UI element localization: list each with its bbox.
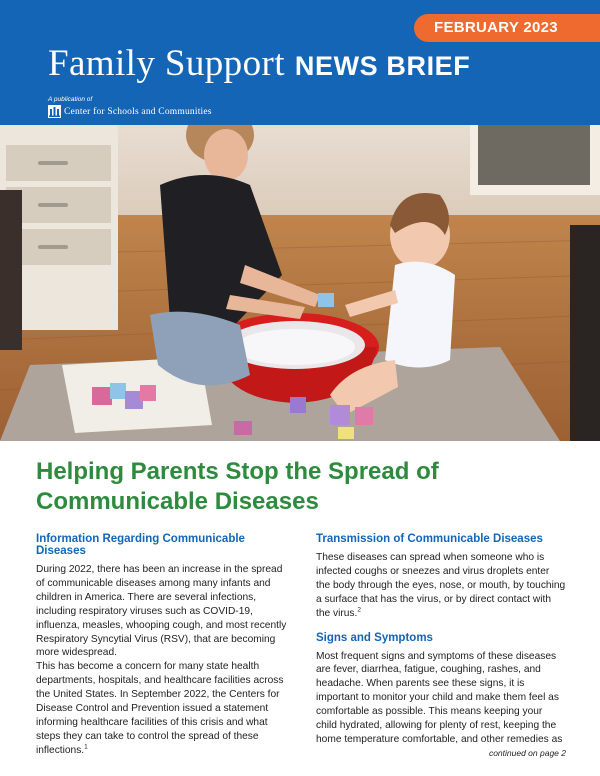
header-band — [0, 0, 600, 125]
org-row — [48, 105, 212, 118]
left-body-paragraph-1 — [36, 563, 288, 660]
right-column — [316, 533, 566, 747]
continued-link[interactable]: continued on page 2 — [488, 748, 566, 758]
footnote-2: 2 — [357, 606, 361, 614]
title-family-support: Family Support — [48, 43, 285, 84]
publication-credit — [48, 96, 212, 118]
date-tab: FEBRUARY 2023 — [414, 14, 600, 42]
left-column — [36, 533, 288, 758]
right-body-paragraph-1 — [316, 551, 566, 621]
title-news-brief: NEWS BRIEF — [294, 51, 471, 81]
cover-photo — [0, 125, 600, 441]
left-body-text-2: This has become a concern for many state health departments, hospitals, and healthcare facilities across the United States. In September 2022, the Centers for Disease Control and Prevention issued a statement informing healthcare facilities of this crisis and what steps they can take to control the spread of these inflections. — [36, 661, 284, 756]
org-name: Center for Schools and Communities — [64, 106, 212, 117]
right-body-paragraph-2 — [316, 650, 566, 747]
subhead-transmission: Transmission of Communicable Diseases — [316, 533, 543, 545]
org-logo-icon — [48, 105, 61, 118]
mother-child-photo-illustration — [0, 125, 600, 441]
subhead-information: Information Regarding Communicable Diseases — [36, 533, 245, 557]
publication-line: A publication of — [48, 96, 93, 103]
masthead-title — [48, 42, 470, 85]
right-body-text-2: Most frequent signs and symptoms of these diseases are fever, diarrhea, fatigue, coughing, rashes, and headache. When parents see these signs, it is important to monitor your child and make them feel as comfortable as possible. This means keeping your child hydrated, allowing for plenty of rest, keeping the home temperature comfortable, and other remedies as — [316, 650, 563, 745]
article-headline: Helping Parents Stop the Spread of Communicable Diseases — [36, 458, 439, 515]
right-body-text-1: These diseases can spread when someone who is infected coughs or sneezes and virus droplets enter the body through the eyes, nose, or mouth, by touching a surface that has the virus, or by direct contact with the virus. — [316, 552, 566, 619]
left-body-paragraph-2 — [36, 660, 288, 757]
subhead-signs-symptoms: Signs and Symptoms — [316, 631, 433, 644]
left-body-text-1: During 2022, there has been an increase in the spread of communicable diseases among many infants and children in America. There are several infections, including respiratory viruses such as COVID-19, influenza, measles, whooping cough, and most recently Respiratory Syncytial Virus (RSV), that are becoming more widespread. — [36, 564, 287, 659]
footnote-1: 1 — [84, 743, 88, 751]
